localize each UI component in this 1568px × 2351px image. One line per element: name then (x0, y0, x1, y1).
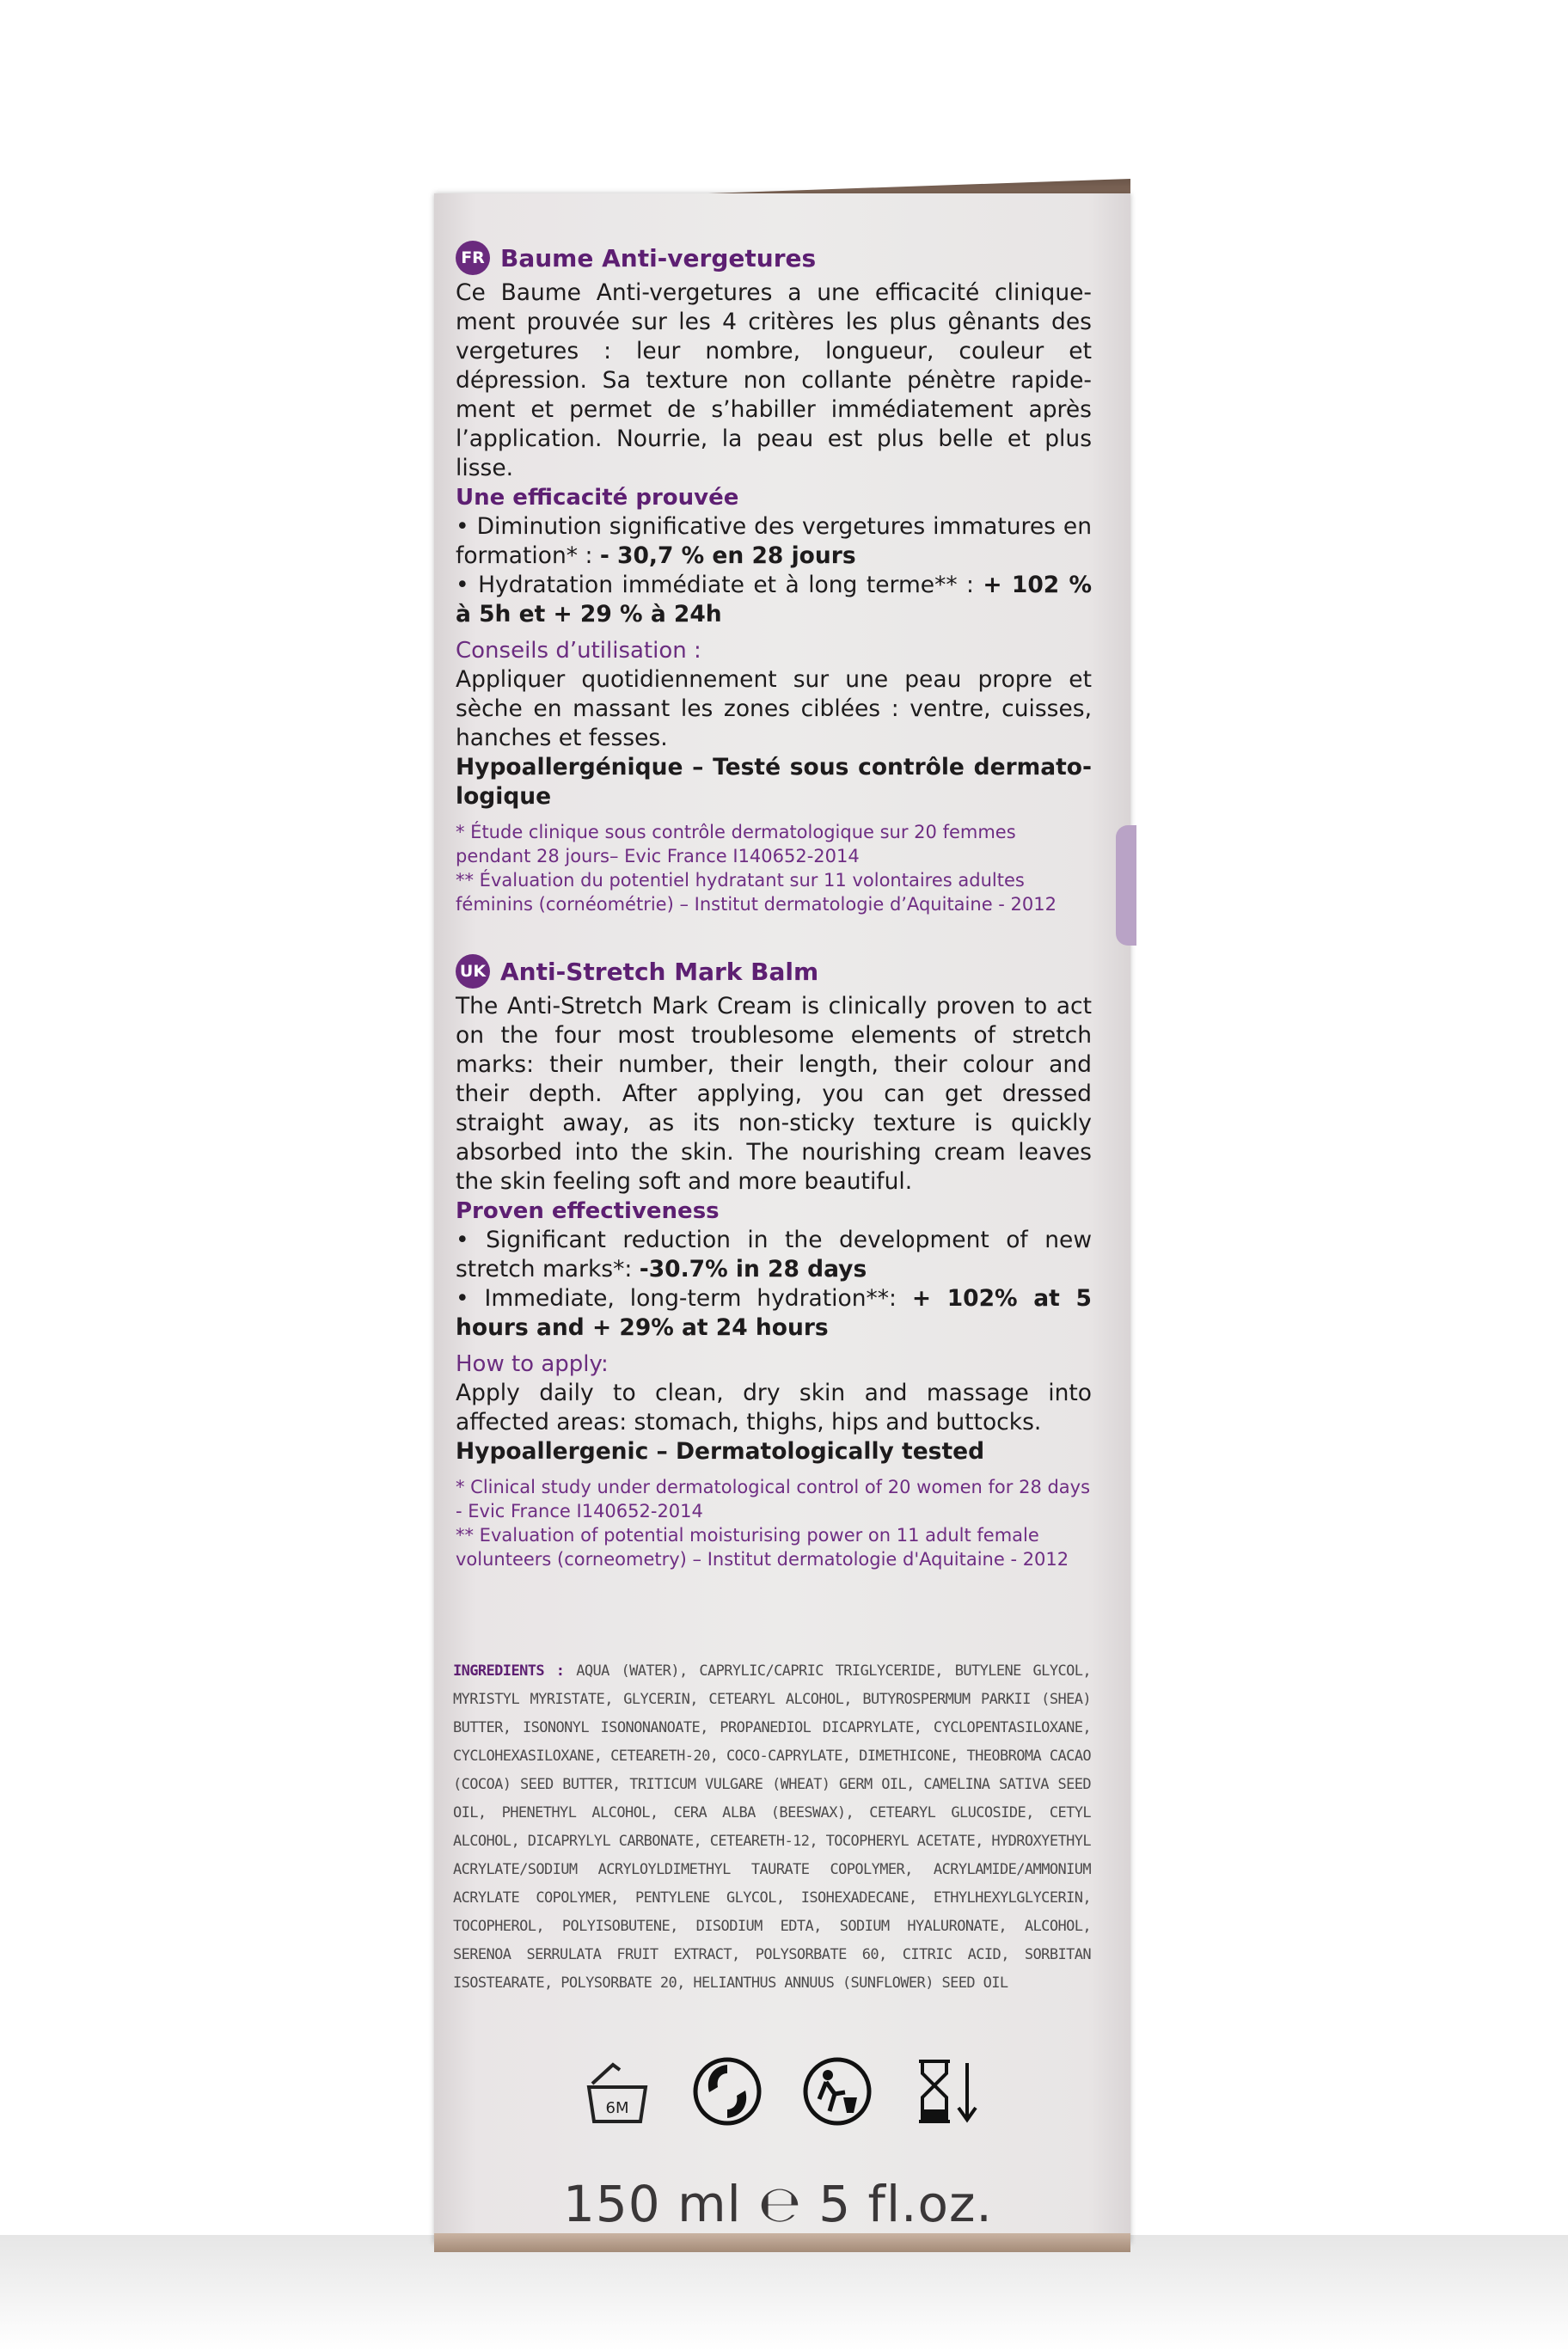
fr-tested: Hypoallergénique – Testé sous contrôle dermato-logique (456, 754, 1092, 810)
uk-intro: The Anti-Stretch Mark Cream is clinically proven to act on the four most troublesome elements of stretch marks: their number, their length, their colour and their depth. After applying, you can get dressed straight away, as its non-sticky texture is quickly absorbed into the skin. The nourishing cream leaves the skin feeling soft and more beautiful. (456, 993, 1092, 1195)
uk-bullet-2: • Immediate, long-term hydration**: + 102% at 5 hours and + 29% at 24 hours (456, 1285, 1092, 1341)
fr-language-badge: FR (456, 241, 490, 275)
fr-footnote-1: * Étude clinique sous contrôle dermatologique sur 20 femmes pendant 28 jours– Evic France I140652-2014 (456, 822, 1016, 866)
fr-heading (456, 241, 1092, 275)
ingredients-list: AQUA (WATER), CAPRYLIC/CAPRIC TRIGLYCERIDE, BUTYLENE GLYCOL, MYRISTYL MYRISTATE, GLYCERIN, CETEARYL ALCOHOL, BUTYROSPERMUM PARKII (SHEA) BUTTER, ISONONYL ISONONANOATE, PROPANEDIOL DICAPRYLATE, CYCLOPENTASILOXANE, CYCLOHEXASILOXANE, CETEARETH-20, COCO-CAPRYLATE, DIMETHICONE, THEOBROMA CACAO (COCOA) SEED BUTTER, TRITICUM VULGARE (WHEAT) GERM OIL, CAMELINA SATIVA SEED OIL, PHENETHYL ALCOHOL, CERA ALBA (BEESWAX), CETEARYL GLUCOSIDE, CETYL ALCOHOL, DICAPRYLYL CARBONATE, CETEARETH-12, TOCOPHERYL ACETATE, HYDROXYETHYL ACRYLATE/SODIUM ACRYLOYLDIMETHYL TAURATE COPOLYMER, ACRYLAMIDE/AMMONIUM ACRYLATE COPOLYMER, PENTYLENE GLYCOL, ISOHEXADECANE, ETHYLHEXYLGLYCERIN, TOCOPHEROL, POLYISOBUTENE, DISODIUM EDTA, SODIUM HYALURONATE, ALCOHOL, SERENOA SERRULATA FRUIT EXTRACT, POLYSORBATE 60, CITRIC ACID, SORBITAN ISOSTEARATE, POLYSORBATE 20, HELIANTHUS ANNUUS (SUNFLOWER) SEED OIL (453, 1662, 1091, 1992)
side-edge-graphic (1116, 825, 1136, 946)
fr-intro: Ce Baume Anti-vergetures a une efficacité clinique-ment prouvée sur les 4 critères les plus gênants des vergetures : leur nombre, longueur, couleur et dépression. Sa texture non collante pénètre rapide-ment et permet de s’habiller immédiatement après l’application. Nourrie, la peau est plus belle et plus lisse. (456, 279, 1092, 481)
pao-label: 6M (605, 2099, 629, 2117)
uk-efficacy-heading: Proven effectiveness (456, 1198, 720, 1224)
uk-title: Anti-Stretch Mark Balm (500, 957, 819, 986)
ingredients-block (453, 1657, 1091, 1998)
tidyman-recycle-icon (800, 2054, 874, 2128)
uk-usage-heading: How to apply: (456, 1351, 609, 1377)
box-bottom-edge (434, 2233, 1130, 2252)
fr-efficacy-heading: Une efficacité prouvée (456, 485, 739, 511)
ingredients-label: INGREDIENTS : (453, 1662, 565, 1680)
fr-footnote-2: ** Évaluation du potentiel hydratant sur 11 volontaires adultes féminins (cornéométrie) – Institut dermatologie d’Aquitaine - 2012 (456, 870, 1057, 915)
fr-bullet-1: • Diminution significative des vergetures immatures en formation* : - 30,7 % en 28 jours (456, 513, 1092, 569)
packaging-symbols (580, 2054, 984, 2128)
hourglass-arrow-icon (910, 2054, 984, 2128)
fr-usage-heading: Conseils d’utilisation : (456, 638, 701, 664)
fr-title: Baume Anti-vergetures (500, 243, 817, 272)
uk-heading (456, 954, 1092, 989)
uk-section (456, 954, 1092, 1571)
fr-bullet-2: • Hydratation immédiate et à long terme** : + 102 % à 5h et + 29 % à 24h (456, 572, 1093, 628)
uk-tested: Hypoallergenic – Dermatologically tested (456, 1438, 985, 1465)
uk-usage-text: Apply daily to clean, dry skin and massage into affected areas: stomach, thighs, hips and buttocks. (456, 1380, 1092, 1436)
volume-label: 150 ml ℮ 5 fl.oz. (563, 2175, 993, 2233)
fr-usage-text: Appliquer quotidiennement sur une peau propre et sèche en massant les zones ciblées : ventre, cuisses, hanches et fesses. (456, 666, 1092, 751)
uk-footnote-2: ** Evaluation of potential moisturising power on 11 adult female volunteers (corneometry) – Institut dermatologie d'Aquitaine - 2012 (456, 1525, 1069, 1570)
floor-shadow (0, 2235, 1568, 2351)
fr-section (456, 241, 1092, 916)
uk-bullet-1: • Significant reduction in the development of new stretch marks*: -30.7% in 28 days (456, 1227, 1092, 1283)
green-dot-icon (690, 2054, 764, 2128)
uk-footnote-1: * Clinical study under dermatological control of 20 women for 28 days - Evic France I140652-2014 (456, 1477, 1091, 1521)
pao-jar-icon (580, 2054, 654, 2128)
uk-language-badge: UK (456, 954, 490, 989)
